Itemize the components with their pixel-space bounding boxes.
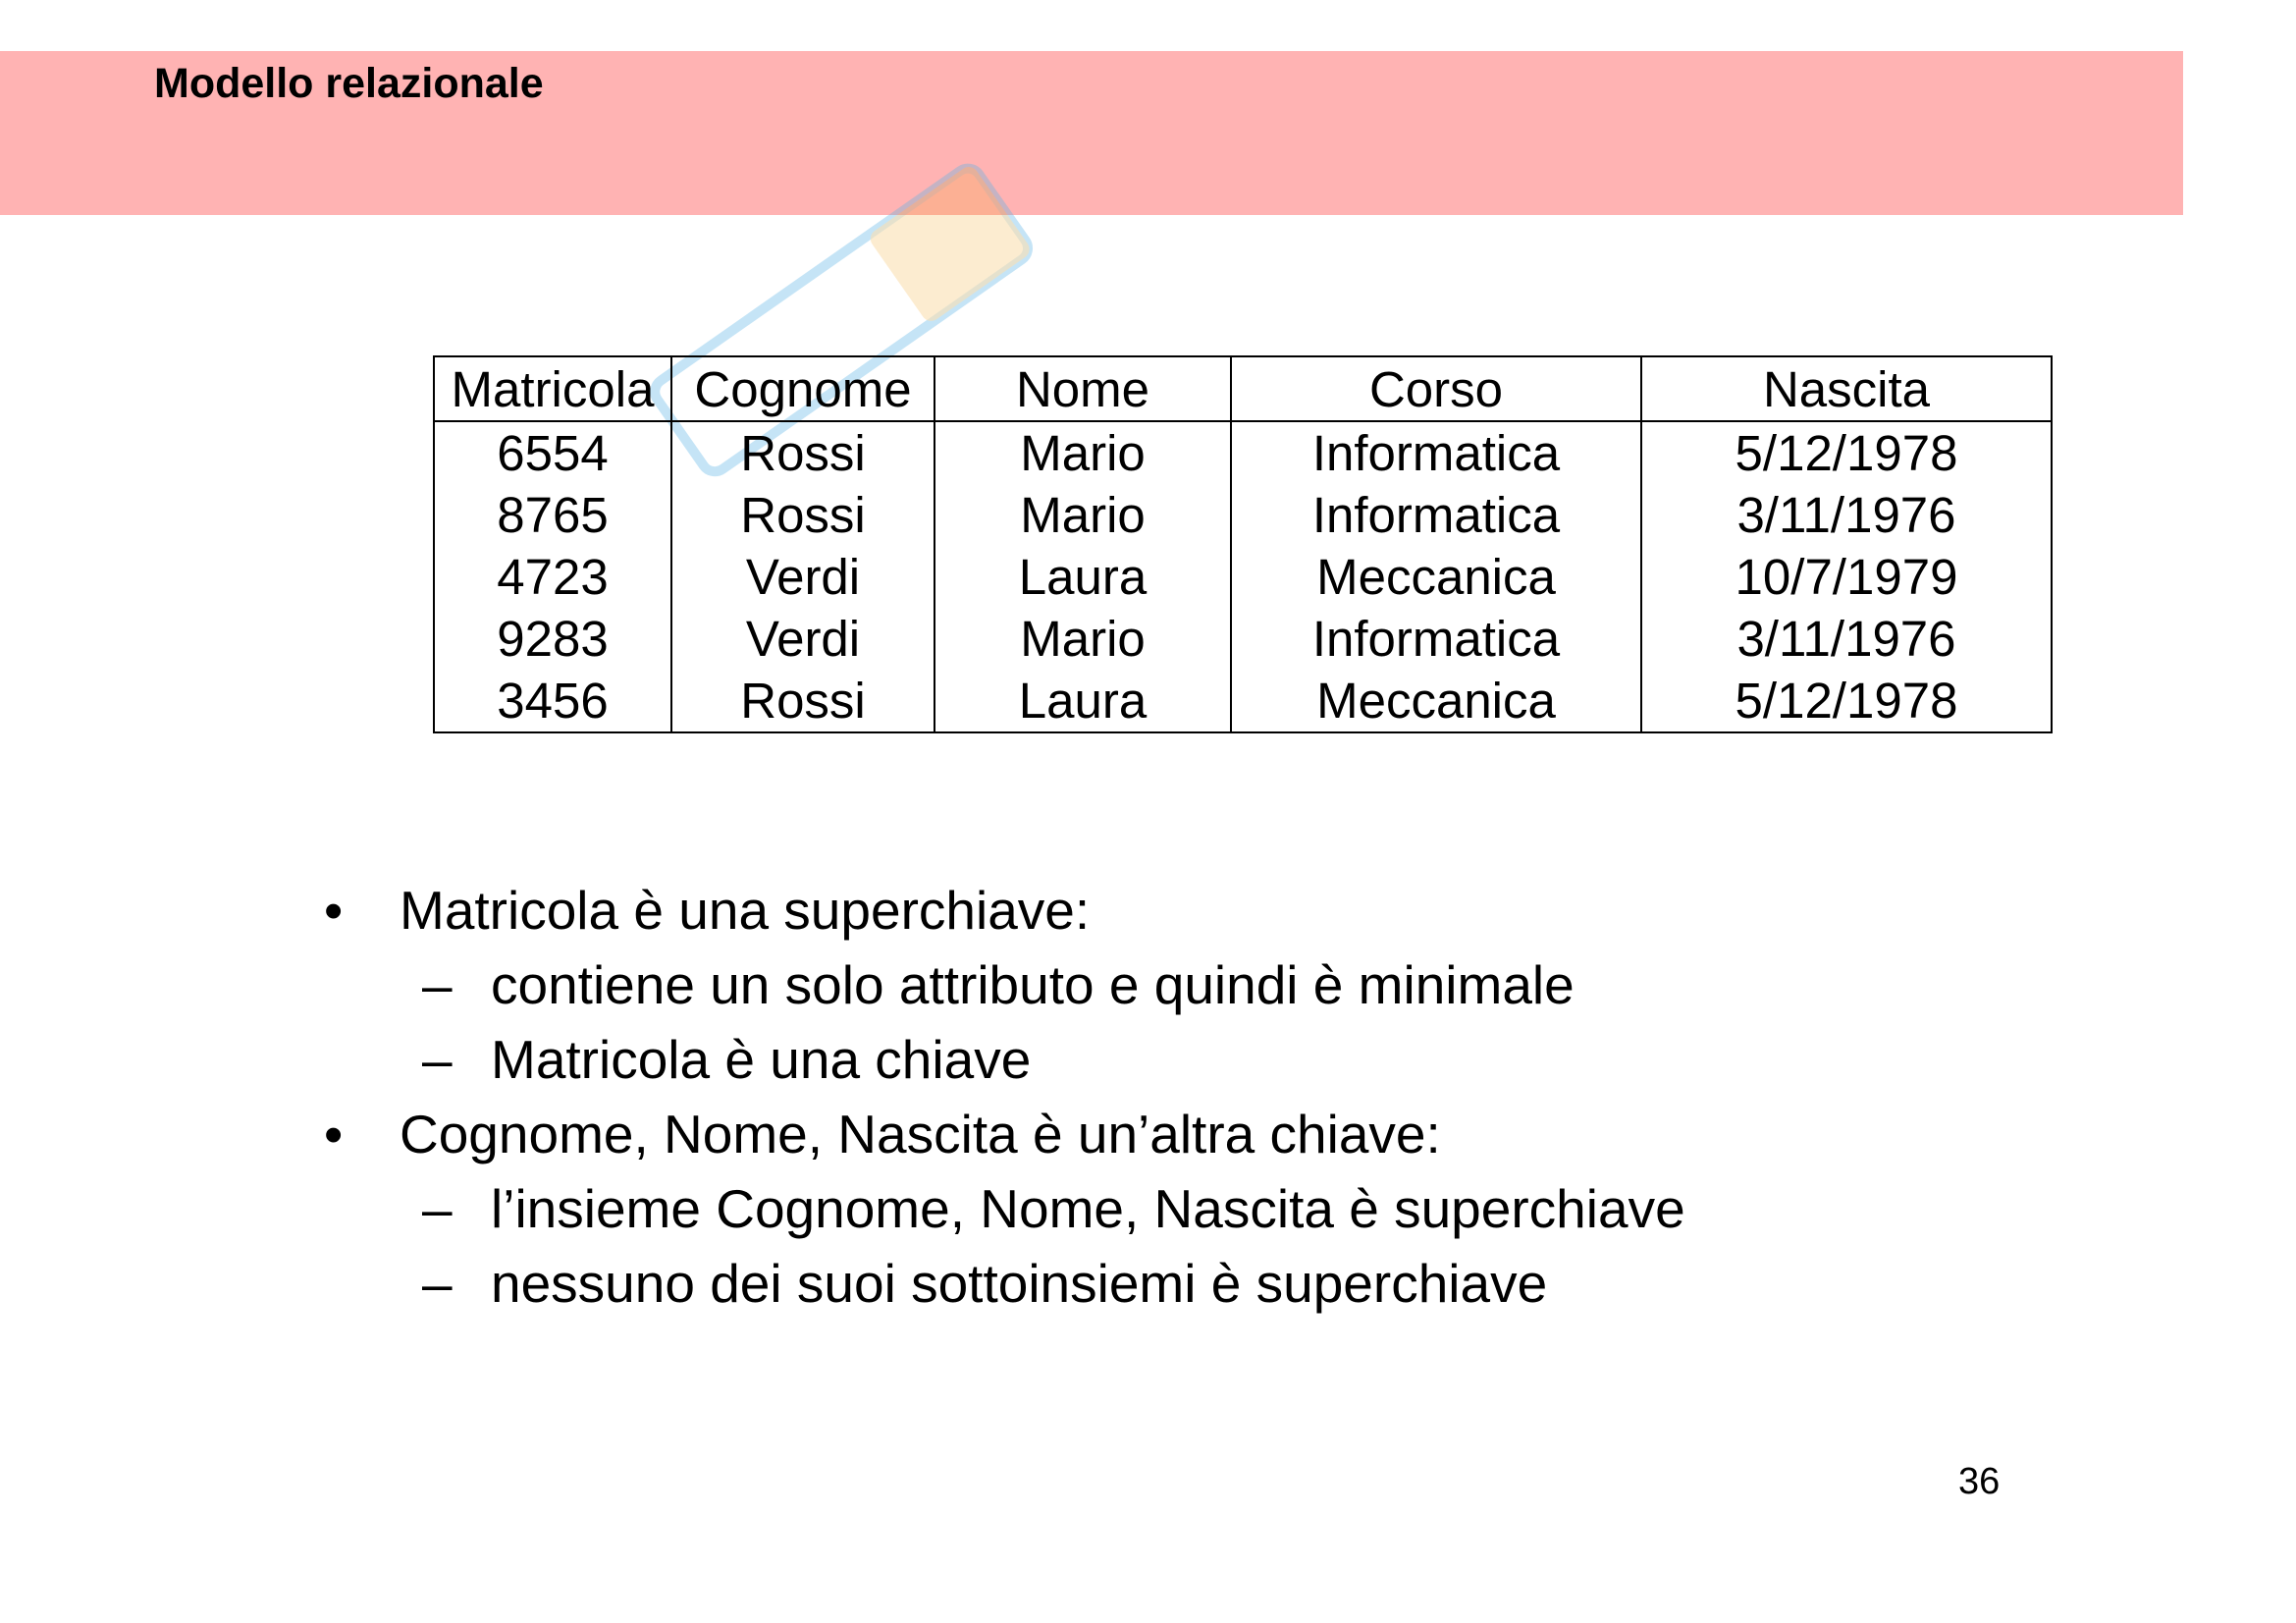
cell-nome: Mario <box>934 421 1231 484</box>
cell-cognome: Rossi <box>671 484 934 546</box>
dash-icon: – <box>422 1253 453 1314</box>
column-header-corso: Corso <box>1231 356 1641 421</box>
bullet-text: Matricola è una superchiave: <box>400 880 1091 941</box>
cell-nome: Mario <box>934 608 1231 670</box>
cell-nascita: 3/11/1976 <box>1641 484 2052 546</box>
cell-nome: Laura <box>934 670 1231 732</box>
sub-bullet-text: l’insieme Cognome, Nome, Nascita è superchiave <box>491 1178 1685 1239</box>
cell-matricola: 9283 <box>434 608 671 670</box>
table-row <box>434 484 2052 546</box>
cell-nome: Mario <box>934 484 1231 546</box>
cell-cognome: Rossi <box>671 421 934 484</box>
sub-bullet-item <box>324 1029 1685 1108</box>
cell-cognome: Verdi <box>671 608 934 670</box>
bullet-item <box>324 1104 1685 1182</box>
bullet-dot-icon: • <box>324 1104 344 1164</box>
table-header-row <box>434 356 2052 421</box>
cell-matricola: 6554 <box>434 421 671 484</box>
table-row <box>434 608 2052 670</box>
column-header-nascita: Nascita <box>1641 356 2052 421</box>
page-number: 36 <box>1958 1461 2001 1502</box>
bullet-item <box>324 880 1685 958</box>
sub-bullet-item <box>324 1178 1685 1257</box>
cell-nome: Laura <box>934 546 1231 608</box>
cell-matricola: 3456 <box>434 670 671 732</box>
sub-bullet-text: nessuno dei suoi sottoinsiemi è superchiave <box>491 1253 1548 1314</box>
sub-bullet-text: contiene un solo attributo e quindi è minimale <box>491 954 1575 1015</box>
table-row <box>434 421 2052 484</box>
cell-cognome: Rossi <box>671 670 934 732</box>
students-table <box>433 355 2053 733</box>
dash-icon: – <box>422 1178 453 1239</box>
dash-icon: – <box>422 954 453 1015</box>
bullet-list <box>324 880 1685 1331</box>
table-row <box>434 670 2052 732</box>
cell-cognome: Verdi <box>671 546 934 608</box>
sub-bullet-text: Matricola è una chiave <box>491 1029 1032 1090</box>
bullet-dot-icon: • <box>324 880 344 941</box>
cell-corso: Meccanica <box>1231 546 1641 608</box>
cell-nascita: 5/12/1978 <box>1641 670 2052 732</box>
cell-corso: Meccanica <box>1231 670 1641 732</box>
column-header-cognome: Cognome <box>671 356 934 421</box>
dash-icon: – <box>422 1029 453 1090</box>
sub-bullet-item <box>324 1253 1685 1331</box>
cell-nascita: 5/12/1978 <box>1641 421 2052 484</box>
cell-matricola: 4723 <box>434 546 671 608</box>
table-row <box>434 546 2052 608</box>
column-header-matricola: Matricola <box>434 356 671 421</box>
cell-corso: Informatica <box>1231 484 1641 546</box>
slide-title: Modello relazionale <box>154 60 544 107</box>
cell-matricola: 8765 <box>434 484 671 546</box>
cell-nascita: 3/11/1976 <box>1641 608 2052 670</box>
cell-corso: Informatica <box>1231 608 1641 670</box>
sub-bullet-item <box>324 954 1685 1033</box>
bullet-text: Cognome, Nome, Nascita è un’altra chiave: <box>400 1104 1441 1164</box>
column-header-nome: Nome <box>934 356 1231 421</box>
cell-nascita: 10/7/1979 <box>1641 546 2052 608</box>
cell-corso: Informatica <box>1231 421 1641 484</box>
